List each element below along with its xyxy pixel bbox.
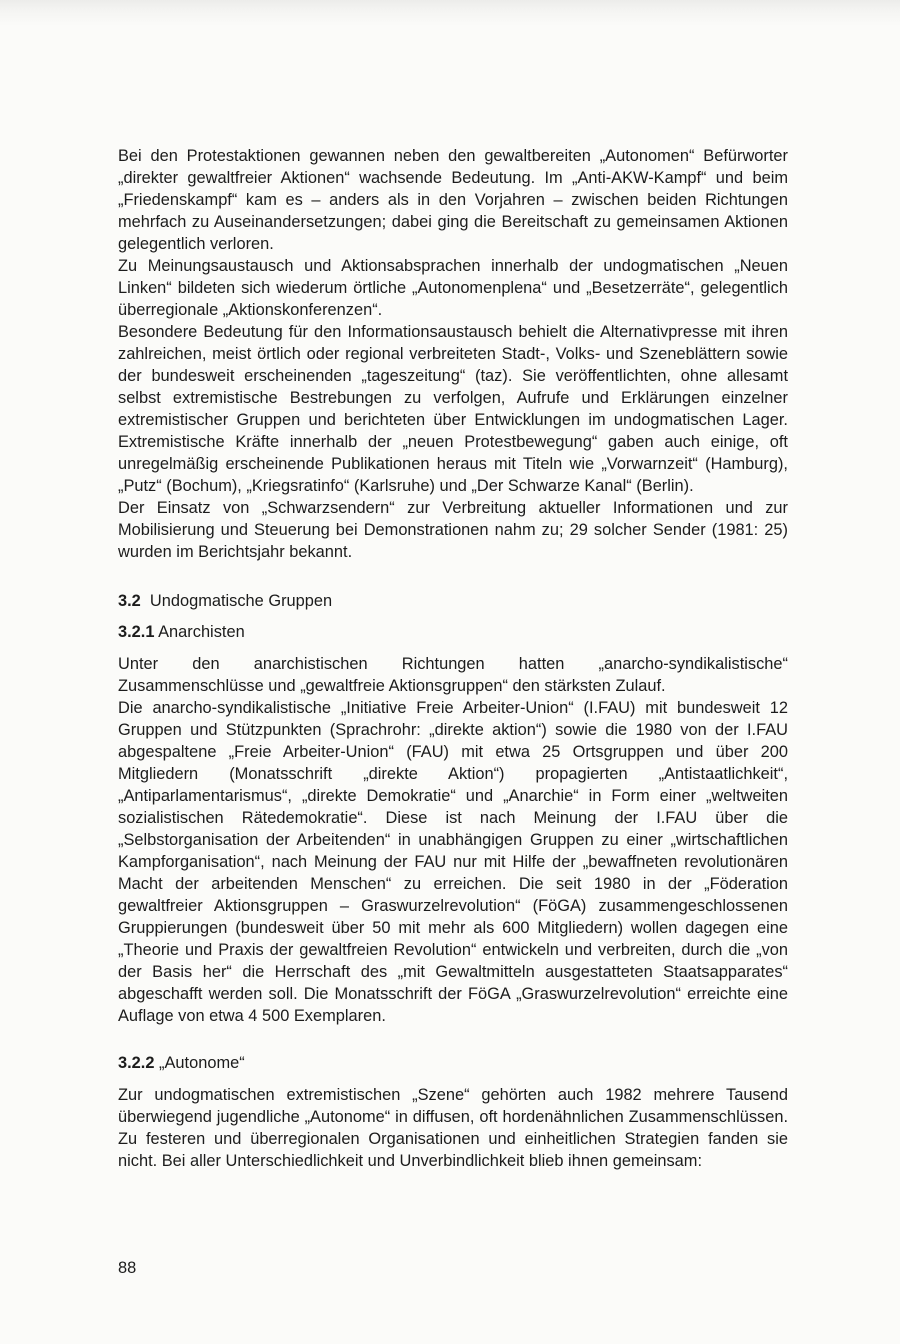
section-heading-3-2-2 — [118, 1052, 788, 1074]
section-number: 3.2.2 — [118, 1054, 155, 1072]
paragraph: Die anarcho-syndikalistische „Initiative Freie Arbeiter-Union“ (I.FAU) mit bundesweit 12 Gruppen und Stützpunkten (Sprachrohr: „direkte aktion“) sowie die 1980 von der I.FAU abgespaltene „Freie Arbeiter-Union“ (FAU) mit etwa 25 Ortsgruppen und über 200 Mitgliedern (Monatsschrift „direkte Aktion“) propagierten „Antistaatlichkeit“, „Antiparlamentarismus“, „direkte Demokratie“ und „Anarchie“ in Form einer „weltweiten sozialistischen Rätedemokratie“. Diese ist nach Meinung der I.FAU über die „Selbstorganisation der Arbeitenden“ in unabhängigen Gruppen zu einer „wirtschaftlichen Kampforganisation“, nach Meinung der FAU nur mit Hilfe der „bewaffneten revolutionären Macht der arbeitenden Menschen“ zu erreichen. Die seit 1980 in der „Föderation gewaltfreier Aktionsgruppen – Graswurzelrevolution“ (FöGA) zusammengeschlossenen Gruppierungen (bundesweit über 50 mit mehr als 600 Mitgliedern) wollen dagegen eine „Theorie und Praxis der gewaltfreien Revolution“ entwickeln und verbreiten, durch die „von der Basis her“ die Herrschaft des „mit Gewaltmitteln ausgestatteten Staatsapparates“ abgeschafft werden soll. Die Monatsschrift der FöGA „Graswurzelrevolution“ erreichte eine Auflage von etwa 4 500 Exemplaren. — [118, 699, 788, 1025]
paragraph: Bei den Protestaktionen gewannen neben den gewaltbereiten „Autonomen“ Befürworter „direkter gewaltfreier Aktionen“ wachsende Bedeutung. Im „Anti-AKW-Kampf“ und beim „Friedenskampf“ kam es – anders als in den Vorjahren – zwischen beiden Richtungen mehrfach zu Auseinandersetzungen; dabei ging die Bereitschaft zu gemeinsamen Aktionen gelegentlich verloren. — [118, 147, 788, 253]
section-heading-3-2 — [118, 590, 788, 612]
intro-text-block — [118, 145, 788, 563]
paragraph: Der Einsatz von „Schwarzsendern“ zur Verbreitung aktueller Informationen und zur Mobilisierung und Steuerung bei Demonstrationen nahm zu; 29 solcher Sender (1981: 25) wurden im Berichtsjahr bekannt. — [118, 499, 788, 561]
page-number: 88 — [118, 1259, 137, 1277]
section-number: 3.2 — [118, 592, 141, 610]
section-title: Anarchisten — [158, 623, 245, 641]
section-number: 3.2.1 — [118, 623, 155, 641]
scan-top-edge — [0, 0, 900, 26]
paragraph: Unter den anarchistischen Richtungen hatten „anarcho-syndikalistische“ Zusammenschlüsse und „gewaltfreie Aktionsgruppen“ den stärksten Zulauf. — [118, 655, 788, 695]
anarchists-text-block — [118, 653, 788, 1027]
paragraph: Zur undogmatischen extremistischen „Szene“ gehörten auch 1982 mehrere Tausend überwiegend jugendliche „Autonome“ in diffusen, oft hordenähnlichen Zusammenschlüssen. Zu festeren und überregionalen Organisationen und einheitlichen Strategien fanden sie nicht. Bei aller Unterschiedlichkeit und Unverbindlichkeit blieb ihnen gemeinsam: — [118, 1086, 788, 1170]
section-title: „Autonome“ — [159, 1054, 245, 1072]
section-title: Undogmatische Gruppen — [149, 592, 333, 610]
autonome-text-block — [118, 1084, 788, 1172]
paragraph: Zu Meinungsaustausch und Aktionsabsprachen innerhalb der undogmatischen „Neuen Linken“ bildeten sich wiederum örtliche „Autonomenplena“ und „Besetzerräte“, gelegentlich überregionale „Aktionskonferenzen“. — [118, 257, 788, 319]
document-page — [118, 145, 788, 1172]
section-heading-3-2-1 — [118, 621, 788, 643]
paragraph: Besondere Bedeutung für den Informationsaustausch behielt die Alternativpresse mit ihren zahlreichen, meist örtlich oder regional verbreiteten Stadt-, Volks- und Szeneblättern sowie der bundesweit erscheinenden „tageszeitung“ (taz). Sie veröffentlichten, ohne allesamt selbst extremistische Bestrebungen zu verfolgen, Aufrufe und Erklärungen einzelner extremistischer Gruppen und berichteten über Entwicklungen im undogmatischen Lager. Extremistische Kräfte innerhalb der „neuen Protestbewegung“ gaben auch einige, oft unregelmäßig erscheinende Publikationen heraus mit Titeln wie „Vorwarnzeit“ (Hamburg), „Putz“ (Bochum), „Kriegsratinfo“ (Karlsruhe) und „Der Schwarze Kanal“ (Berlin). — [118, 323, 788, 495]
